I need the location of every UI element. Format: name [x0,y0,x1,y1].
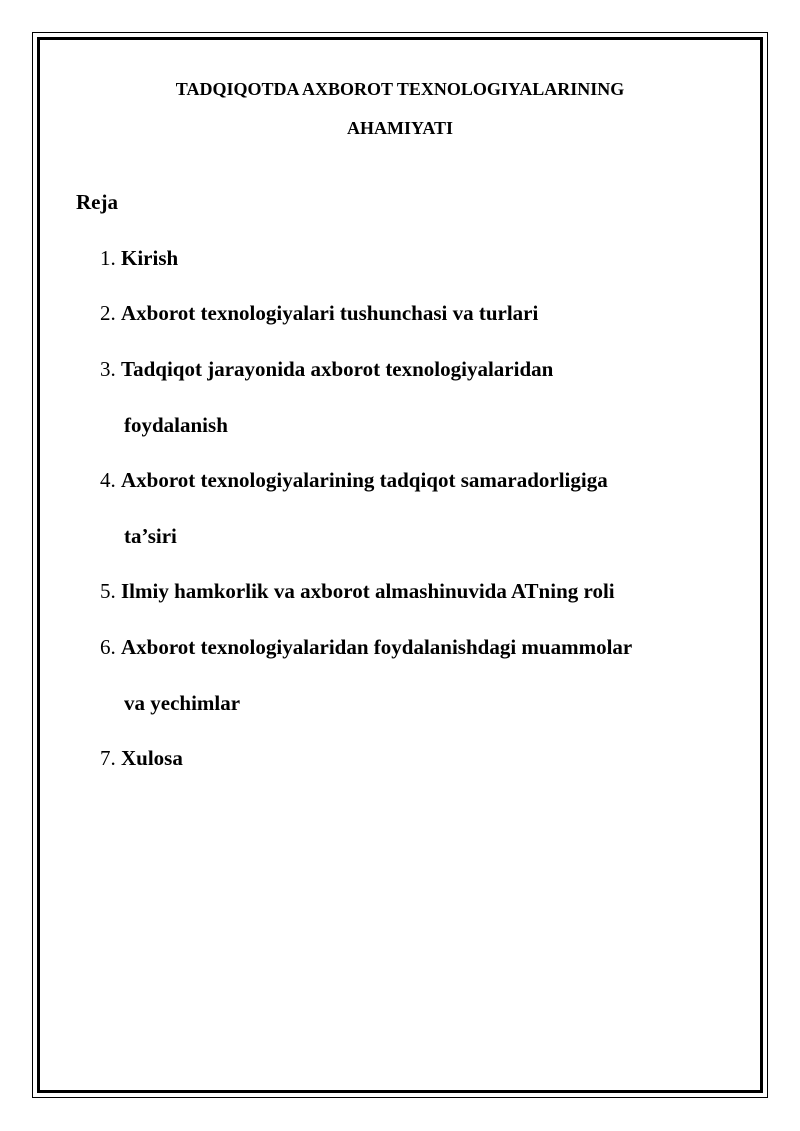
plan-item-text: Axborot texnologiyalarining tadqiqot samaradorligiga [121,468,608,492]
plan-item-6-continuation: va yechimlar [124,691,241,715]
plan-item-4 [100,468,608,492]
plan-heading: Reja [76,190,118,214]
plan-item-5 [100,579,615,603]
plan-item-2 [100,301,538,325]
plan-item-text: Axborot texnologiyalari tushunchasi va turlari [121,301,539,325]
plan-item-text: Xulosa [121,746,183,770]
plan-item-number: 5. [100,579,116,603]
plan-item-1 [100,246,178,270]
plan-item-number: 4. [100,468,116,492]
plan-item-number: 2. [100,301,116,325]
plan-item-6 [100,635,632,659]
page-border-inner [37,37,763,1093]
plan-item-3-continuation: foydalanish [124,413,228,437]
plan-item-number: 3. [100,357,116,381]
plan-item-number: 6. [100,635,116,659]
document-title-line-2: AHAMIYATI [346,118,453,138]
plan-item-text: Kirish [121,246,179,270]
plan-item-number: 7. [100,746,116,770]
plan-item-7 [100,746,183,770]
plan-item-text: Ilmiy hamkorlik va axborot almashinuvida ATning roli [121,579,615,603]
plan-item-3 [100,357,553,381]
plan-item-number: 1. [100,246,116,270]
plan-item-text: Axborot texnologiyalaridan foydalanishdagi muammolar [121,635,633,659]
plan-item-text: Tadqiqot jarayonida axborot texnologiyalaridan [121,357,554,381]
document-title-line-1: TADQIQOTDA AXBOROT TEXNOLOGIYALARINING [175,79,625,99]
plan-item-4-continuation: ta’siri [124,524,177,548]
